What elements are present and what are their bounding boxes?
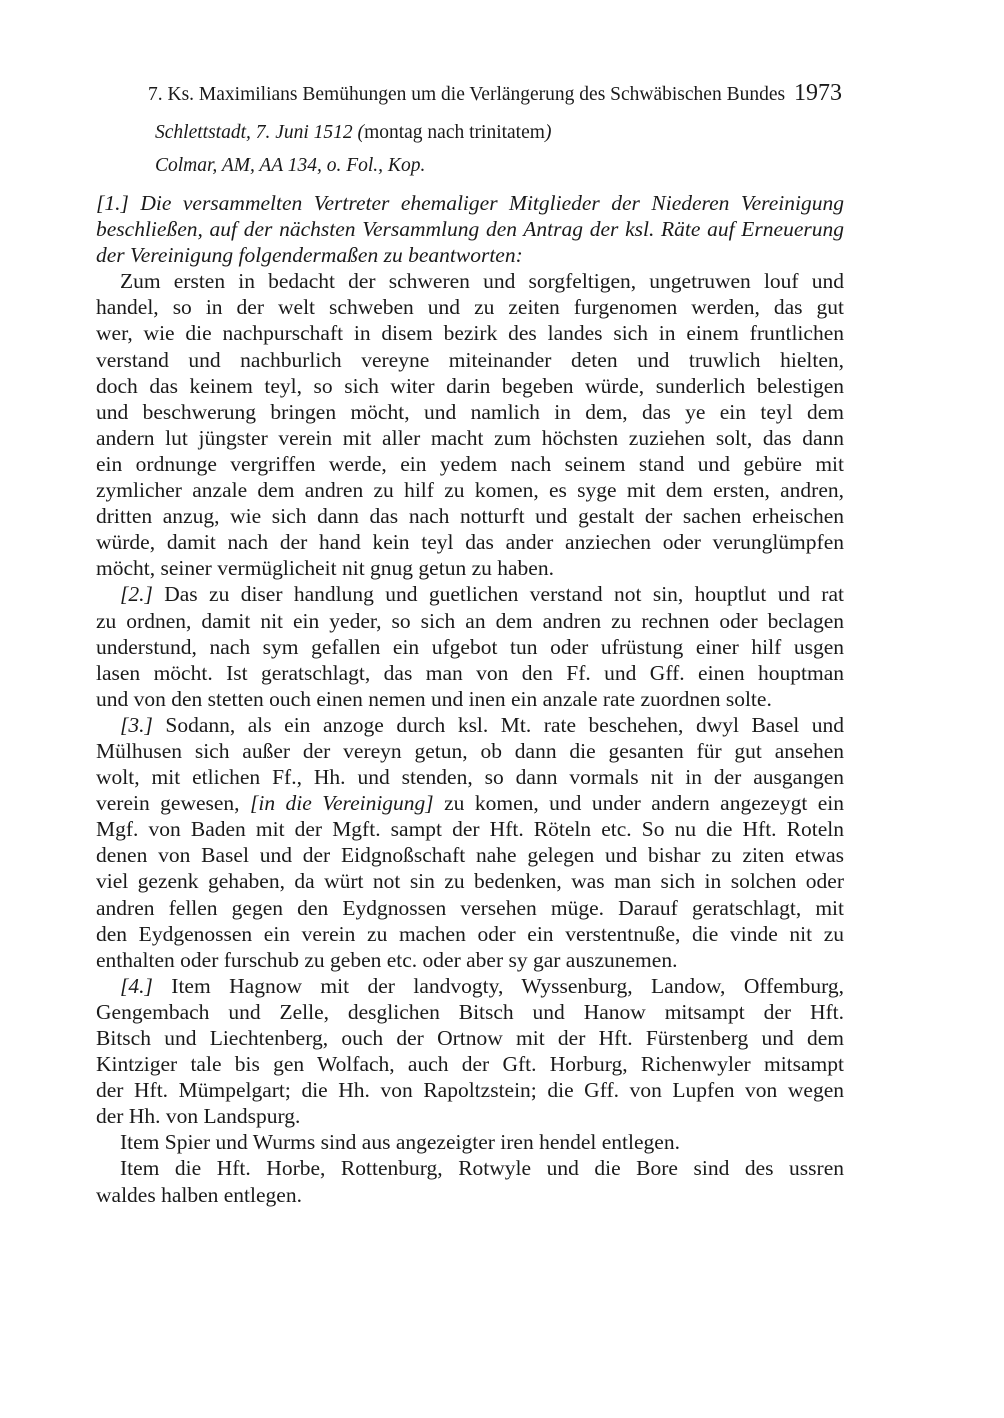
text-line: understund, nach sym gefallen ein ufgebot tun oder ufrüstung einer hilf usgen — [96, 634, 844, 659]
text-line: und beschwerung bringen möcht, und namlich in dem, das ye ein teyl dem — [96, 399, 844, 424]
text-line: Item Spier und Wurms sind aus angezeigter iren hendel entlegen. — [120, 1130, 680, 1155]
text-segment: Das zu diser handlung und guetlichen verstand not sin, houptlut und rat — [152, 582, 844, 607]
paragraph-number: [2.] — [120, 582, 153, 607]
text-line: Mülhusen sich außer der vereyn getun, ob dann die gesanten für gut ansehen — [96, 738, 844, 763]
place-date-text: Schlettstadt, 7. Juni 1512 ( — [155, 122, 365, 143]
text-line — [96, 790, 844, 816]
text-line: denen von Basel und der Eidgnoßschaft nahe gelegen und bishar zu ziten etwas — [96, 843, 844, 868]
text-line: der Hh. von Landspurg. — [96, 1104, 301, 1129]
text-line: ein ordnunge vergriffen werde, ein yedem nach seinem stand und gebüre mit — [96, 451, 844, 476]
text-line: handel, so in der welt schweben und zu zeiten furgenomen werden, das gut — [96, 295, 844, 320]
paragraph-number: [4.] — [120, 973, 153, 998]
text-line — [96, 712, 844, 738]
running-title: 7. Ks. Maximilians Bemühungen um die Verlängerung des Schwäbischen Bundes — [148, 84, 786, 105]
document-body — [96, 190, 844, 1208]
paragraph-number: [3.] — [120, 712, 153, 737]
close-paren: ) — [544, 122, 552, 143]
text-line: lasen möcht. Ist geratschlagt, das man von den Ff. und Gff. einen houptman — [96, 660, 844, 685]
summary — [96, 190, 844, 268]
summary-line: der Vereinigung folgendermaßen zu beantworten: — [96, 243, 523, 268]
text-line: zu ordnen, damit nit ein yeder, so sich an dem andren zu rechnen oder beclagen — [96, 608, 844, 633]
text-line: wolt, mit etlichen Ff., Hh. und stenden, so dann vormals nit in der ausgangen — [96, 765, 844, 790]
paragraph-1 — [96, 268, 844, 581]
text-line: doch das keinem teyl, so sich witer darin begeben würde, sunderlich belestigen — [96, 373, 844, 398]
text-line: Mgf. von Baden mit der Mgft. sampt der Hft. Röteln etc. So nu die Hft. Roteln — [96, 817, 844, 842]
text-line: Bitsch und Liechtenberg, ouch der Ortnow mit der Hft. Fürstenberg und dem — [96, 1026, 844, 1050]
text-line: dritten anzug, wie sich dann das nach notturft und gestalt der sachen erheischen — [96, 504, 844, 529]
text-segment: zu komen, und under andern angezeygt ein — [433, 791, 845, 816]
page-number: 1973 — [793, 80, 842, 106]
text-line — [96, 581, 844, 607]
text-line: möcht, seiner vermüglicheit nit gnug getun zu haben. — [96, 556, 554, 581]
running-head — [148, 80, 848, 107]
text-line: viel gezenk gehaben, da würt not sin zu bedenken, was man sich in solchen oder — [96, 869, 844, 894]
paragraph-5 — [96, 1129, 844, 1155]
paragraph-6 — [96, 1155, 844, 1207]
text-line: andern lut jüngster verein mit aller macht zum höchsten zuziehen solt, das dann — [96, 425, 844, 450]
text-line: Zum ersten in bedacht der schweren und sorgfeltigen, ungetruwen louf und — [120, 269, 844, 294]
text-line: waldes halben entlegen. — [96, 1182, 302, 1207]
editorial-insertion: [in die Vereinigung] — [249, 791, 434, 816]
text-line: Gengembach und Zelle, desglichen Bitsch und Hanow mitsampt der Hft. — [96, 999, 844, 1024]
paragraph-4 — [96, 973, 844, 1130]
text-line: zymlicher anzale dem andren zu hilf zu komen, es syge mit dem ersten, andren, — [96, 478, 844, 503]
paragraph-2 — [96, 581, 844, 711]
place-date — [155, 122, 551, 144]
summary-line: [1.] Die versammelten Vertreter ehemaliger Mitglieder der Niederen Vereinigung — [96, 191, 844, 215]
text-line: enthalten oder furschub zu geben etc. oder aber sy gar auszunemen. — [96, 947, 678, 972]
day-name: montag nach trinitatem — [364, 122, 545, 143]
summary-line: beschließen, auf der nächsten Versammlung den Antrag der ksl. Räte auf Erneuerung — [96, 217, 844, 242]
text-segment: Sodann, als ein anzoge durch ksl. Mt. rate beschehen, dwyl Basel und — [152, 712, 844, 737]
text-line: Item die Hft. Horbe, Rottenburg, Rotwyle und die Bore sind des ussren — [120, 1156, 844, 1181]
text-line: verstand und nachburlich vereyne miteinander deten und truwlich hielten, — [96, 347, 844, 372]
text-line: Kintziger tale bis gen Wolfach, auch der Gft. Horburg, Richenwyler mitsampt — [96, 1052, 844, 1077]
text-line: der Hft. Mümpelgart; die Hh. von Rapoltzstein; die Gff. von Lupfen von wegen — [96, 1078, 844, 1103]
text-line: wer, wie die nachpurschaft in disem bezirk des landes sich in einem fruntlichen — [96, 321, 844, 346]
paragraph-3 — [96, 712, 844, 973]
source-citation: Colmar, AM, AA 134, o. Fol., Kop. — [155, 155, 426, 176]
text-line: und von den stetten ouch einen nemen und inen ein anzale rate zuordnen solte. — [96, 686, 772, 711]
text-line: würde, damit nach der hand kein teyl das ander anziechen oder verunglümpfen — [96, 530, 844, 555]
text-line: andren fellen gegen den Eydgnossen versehen müge. Darauf geratschlagt, mit — [96, 895, 844, 920]
text-segment: Item Hagnow mit der landvogty, Wyssenburg, Landow, Offemburg, — [152, 973, 844, 998]
text-line — [96, 973, 844, 999]
text-segment: verein gewesen, — [96, 791, 250, 816]
text-line: den Eydgenossen ein verein zu machen oder ein verstentnuße, die vinde nit zu — [96, 921, 844, 946]
